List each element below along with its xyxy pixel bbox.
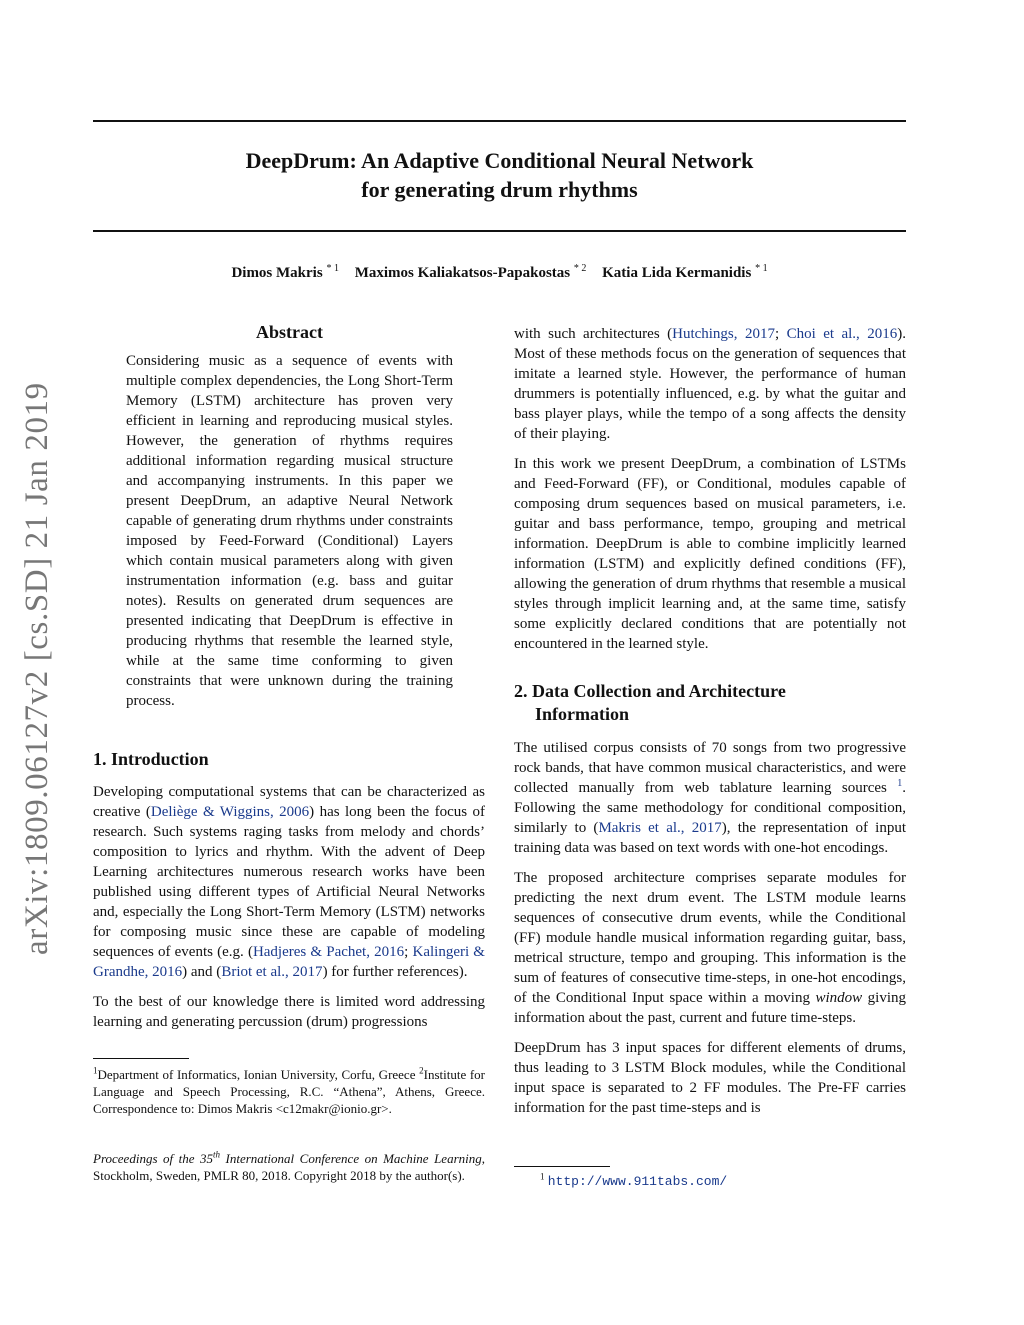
title-bottom-rule <box>93 230 906 232</box>
author-mark: * 2 <box>573 263 587 274</box>
author-mark: * 1 <box>326 263 339 274</box>
text-span: International Conference on Machine Learning <box>220 1151 482 1166</box>
text-span: window <box>815 990 863 1006</box>
citation-link[interactable]: Choi et al., 2016 <box>786 326 898 342</box>
section-2-heading <box>514 680 786 726</box>
text-span: ) for further references). <box>322 964 468 980</box>
citation-link[interactable]: Briot et al., 2017 <box>221 964 323 980</box>
intro-paragraph-1 <box>93 782 485 982</box>
text-span: The proposed architecture comprises separate modules for predicting the next drum event. The LSTM module learns sequences of consecutive drum events, while the Conditional (FF) module handle musical information regarding guitar, bass, metrical structure, tempo and grouping. This information is the sum of features of consecutive time-steps, in one-hot encodings, of the Conditional Input space within a moving <box>514 870 906 1006</box>
text-span: The utilised corpus consists of 70 songs from two progressive rock bands, that have common musical characteristics, and were collected manually from web tablature learning sources <box>514 740 906 796</box>
author-2 <box>355 265 587 281</box>
citation-link[interactable]: Deliège & Wiggins, 2006 <box>150 804 310 820</box>
text-span: , Stockholm, Sweden, PMLR 80, 2018. Copyright 2018 by the author(s). <box>93 1151 485 1183</box>
footnote-mark: 1 <box>93 1065 98 1076</box>
text-span: ). Most of these methods focus on the generation of sequences that imitate a learned style. However, the performance of human drummers is potentially influenced, e.g. by what the guitar and bass player plays, while the tempo of a song affects the density of their playing. <box>514 326 906 442</box>
sec2-paragraph-2 <box>514 868 906 1028</box>
footnote-link[interactable]: 1 <box>897 778 903 789</box>
author-1 <box>231 265 339 281</box>
abstract-body <box>126 351 453 721</box>
footnote-mark: 2 <box>419 1065 424 1076</box>
text-span: ; <box>404 944 413 960</box>
text-span: ), the representation of input training data was based on text words with one-hot encodings. <box>514 820 906 856</box>
url-link[interactable]: http://www.911tabs.com/ <box>547 1174 728 1189</box>
author-3 <box>602 265 767 281</box>
citation-link[interactable]: Hutchings, 2017 <box>672 326 775 342</box>
right-paragraph-1 <box>514 324 906 444</box>
proceedings-note <box>93 1150 485 1184</box>
text-span: th <box>213 1149 221 1160</box>
sec2-paragraph-1 <box>514 738 906 858</box>
right-column-top <box>514 324 906 664</box>
arxiv-stamp: arXiv:1809.06127v2 [cs.SD] 21 Jan 2019 <box>19 382 55 955</box>
text-span: ) and ( <box>182 964 222 980</box>
title-line-2: for generating drum rhythms <box>361 177 638 202</box>
author-mark: * 1 <box>755 263 768 274</box>
footnote-mark: 1 <box>540 1171 545 1182</box>
heading-line: Information <box>535 704 629 724</box>
abstract-heading: Abstract <box>256 322 323 342</box>
text-span: Developing computational systems that can be characterized as creative ( <box>93 784 485 820</box>
text-span: . Following the same methodology for conditional composition, similarly to ( <box>514 780 906 836</box>
url-footnote <box>540 1172 900 1190</box>
text-span: with such architectures ( <box>514 326 673 342</box>
intro-paragraph-2: To the best of our knowledge there is limited word addressing learning and generating percussion (drum) progressions <box>93 994 485 1030</box>
text-span: ) has long been the focus of research. Such systems raging tasks from melody and chords’ composition to lyrics and rhythm. With the advent of Deep Learning architectures numerous research works have been published using different types of Artificial Neural Networks and, especially the Long Short-Term Memory (LSTM) networks for composing music since these are capable of modeling sequences of events (e.g. ( <box>93 804 485 960</box>
right-paragraph-2: In this work we present DeepDrum, a combination of LSTMs and Feed-Forward (FF), or Conditional, modules capable of composing drum sequences based on musical parameters, i.e. guitar and bass performance, tempo, grouping and metrical information. DeepDrum is able to combine implicitly learned information (LSTM) and explicitly defined conditions (FF), allowing the generation of drum rhythms that resemble a musical styles through implicit learning and, at the same time, satisfy some explicitly declared conditions that are potentially not encountered in the learned style. <box>514 456 906 652</box>
text-span: 35 <box>200 1151 214 1166</box>
paper-title <box>93 146 906 204</box>
text-span: ; <box>774 326 787 342</box>
text-span: Institute for Language and Speech Processing, R.C. “Athena”, Athens, Greece. Correspondence to: Dimos Makris <c12makr@ionio.gr>. <box>93 1067 485 1116</box>
affiliation-footnote <box>93 1066 485 1117</box>
title-line-1: DeepDrum: An Adaptive Conditional Neural Network <box>245 148 754 173</box>
text-span: Proceedings of the <box>93 1151 201 1166</box>
footnote-rule <box>93 1058 189 1059</box>
section-2-body <box>514 738 906 1128</box>
author-name: Katia Lida Kermanidis <box>602 265 752 281</box>
intro-heading: 1. Introduction <box>93 749 209 769</box>
author-name: Dimos Makris <box>231 265 323 281</box>
heading-line: 2. Data Collection and Architecture <box>514 681 786 701</box>
citation-link[interactable]: Makris et al., 2017 <box>598 820 722 836</box>
citation-link[interactable]: Hadjeres & Pachet, 2016 <box>252 944 405 960</box>
citation-link[interactable]: Kalingeri & Grandhe, 2016 <box>93 944 485 980</box>
sec2-paragraph-3: DeepDrum has 3 input spaces for different elements of drums, thus leading to 3 LSTM Block modules, while the Conditional input space is separated to 2 FF modules. The Pre-FF carries information for the past time-steps and is <box>514 1040 906 1116</box>
author-name: Maximos Kaliakatsos-Papakostas <box>354 265 571 281</box>
intro-body <box>93 782 485 1042</box>
top-rule <box>93 120 906 122</box>
abstract-text: Considering music as a sequence of events with multiple complex dependencies, the Long Short-Term Memory (LSTM) architecture has proven very efficient in learning and reproducing musical styles. However, the generation of rhythms requires additional information regarding musical structure and accompanying instruments. In this paper we present DeepDrum, an adaptive Neural Network capable of generating drum rhythms under constraints imposed by Feed-Forward (Conditional) Layers which contain musical parameters along with given instrumentation information (e.g. bass and guitar notes). Results on generated drum sequences are presented indicating that DeepDrum is effective in producing rhythms that resemble the learned style, while at the same time conforming to given constraints that were unknown during the training process. <box>126 353 453 709</box>
author-list <box>93 265 906 282</box>
text-span: Department of Informatics, Ionian University, Corfu, Greece <box>97 1067 420 1082</box>
footnote-rule-right <box>514 1166 610 1167</box>
text-span: giving information about the past, current and future time-steps. <box>514 990 906 1026</box>
